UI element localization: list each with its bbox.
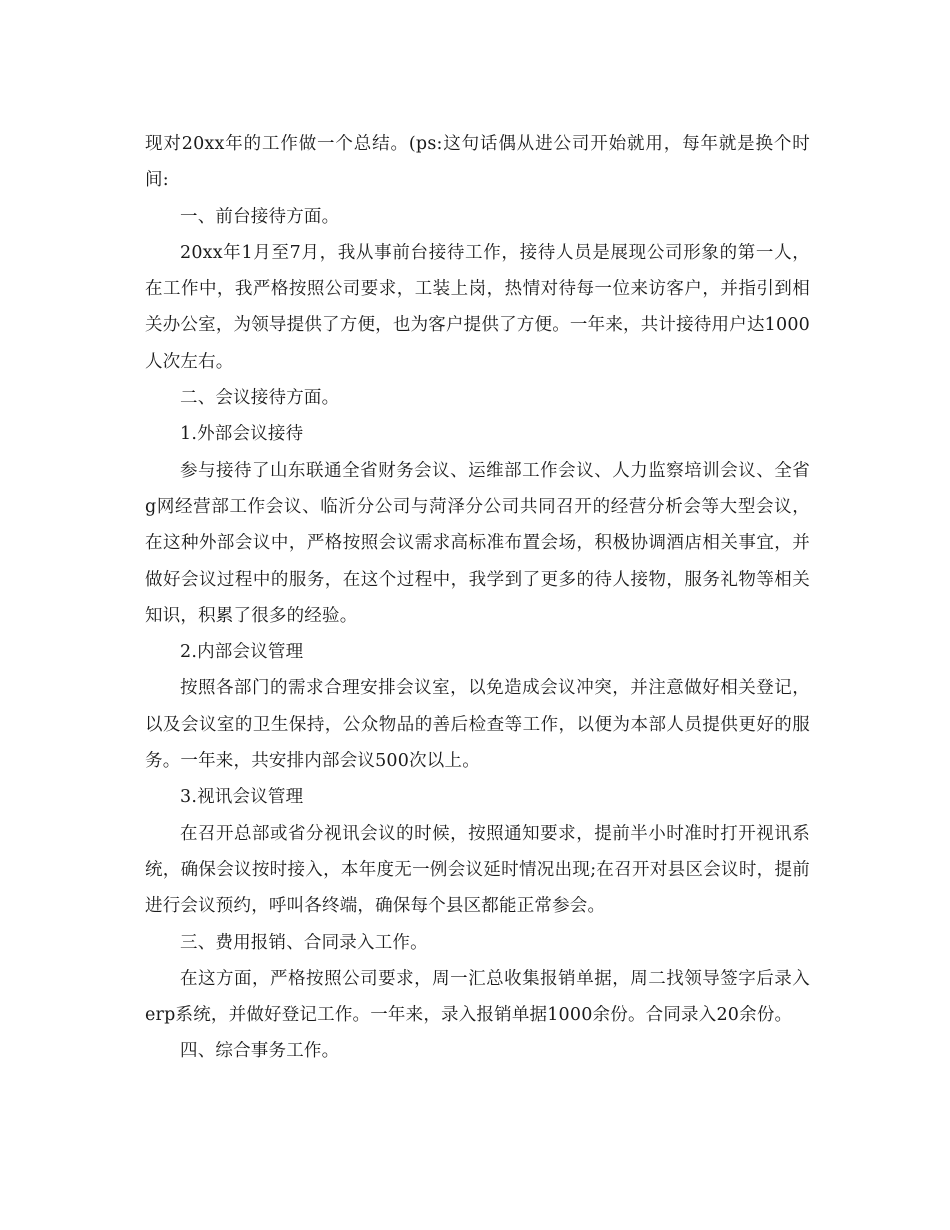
paragraph-intro: 现对20xx年的工作做一个总结。(ps:这句话偶从进公司开始就用，每年就是换个时间: <box>145 134 810 191</box>
paragraph-internal-meetings: 按照各部门的需求合理安排会议室，以免造成会议冲突，并注意做好相关登记，以及会议室的卫生保持，公众物品的善后检查等工作，以便为本部人员提供更好的服务。一年来，共安排内部会议500次以上。 <box>145 678 810 772</box>
document-body <box>145 126 810 1070</box>
section-heading-expenses: 三、费用报销、合同录入工作。 <box>180 932 428 953</box>
subheading-internal-meetings: 2.内部会议管理 <box>180 642 304 663</box>
paragraph-video-meetings: 在召开总部或省分视讯会议的时候，按照通知要求，提前半小时准时打开视讯系统，确保会议按时接入，本年度无一例会议延时情况出现;在召开对县区会议时，提前进行会议预约，呼叫各终端，确保每个县区都能正常参会。 <box>145 823 810 917</box>
subheading-external-meetings: 1.外部会议接待 <box>180 424 304 445</box>
paragraph-external-meetings: 参与接待了山东联通全省财务会议、运维部工作会议、人力监察培训会议、全省g网经营部工作会议、临沂分公司与菏泽分公司共同召开的经营分析会等大型会议，在这种外部会议中，严格按照会议需求高标准布置会场，积极协调酒店相关事宜，并做好会议过程中的服务，在这个过程中，我学到了更多的待人接物，服务礼物等相关知识，积累了很多的经验。 <box>145 460 810 626</box>
section-heading-general-affairs: 四、综合事务工作。 <box>180 1041 340 1062</box>
section-heading-meetings: 二、会议接待方面。 <box>180 388 340 409</box>
section-heading-reception: 一、前台接待方面。 <box>180 206 340 227</box>
subheading-video-meetings: 3.视讯会议管理 <box>180 787 304 808</box>
paragraph-reception: 20xx年1月至7月，我从事前台接待工作，接待人员是展现公司形象的第一人，在工作中，我严格按照公司要求，工装上岗，热情对待每一位来访客户，并指引到相关办公室，为领导提供了方便，也为客户提供了方便。一年来，共计接待用户达1000人次左右。 <box>145 242 810 372</box>
paragraph-expenses: 在这方面，严格按照公司要求，周一汇总收集报销单据，周二找领导签字后录入erp系统，并做好登记工作。一年来，录入报销单据1000余份。合同录入20余份。 <box>145 968 810 1026</box>
